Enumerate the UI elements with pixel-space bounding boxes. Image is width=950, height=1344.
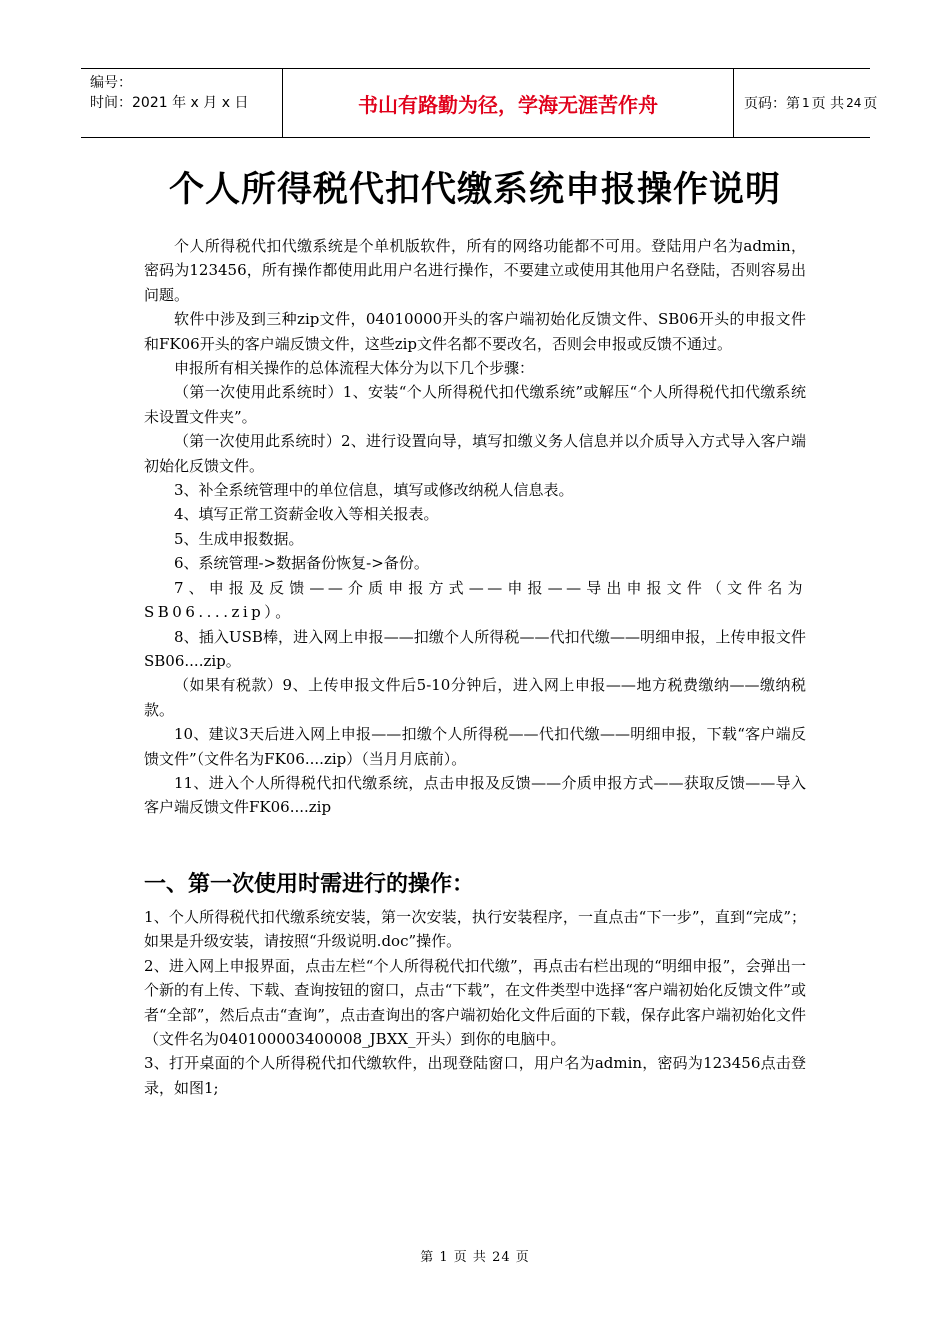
section-step: 2、进入网上申报界面，点击左栏“个人所得税代扣代缴”，再点击右栏出现的“明细申报”，会弹出一个新的有上传、下载、查询按钮的窗口，点击“下载”，在文件类型中选择“客户端初始化反馈文件”或者“全部”，然后点击“查询”，点击查询出的客户端初始化文件后面的下载，保存此客户端初始化文件（文件名为040100003400008_JBXX_开头）到你的电脑中。 [144,956,806,1049]
intro-paragraph: 软件中涉及到三种zip文件，04010000开头的客户端初始化反馈文件、SB06开头的申报文件和FK06开头的客户端反馈文件，这些zip文件名都不要改名，否则会申报或反馈不通过。 [144,310,806,353]
page-header [81,68,878,138]
process-step: 3、补全系统管理中的单位信息，填写或修改纳税人信息表。 [174,481,574,500]
page-total: 24 [846,96,862,110]
process-step: （如果有税款）9、上传申报文件后5-10分钟后，进入网上申报——地方税费缴纳——缴纳税款。 [144,676,806,719]
page-current: 1 [802,96,810,110]
intro-paragraph: 个人所得税代扣代缴系统是个单机版软件，所有的网络功能都不可用。登陆用户名为admin，密码为123456，所有操作都使用此用户名进行操作，不要建立或使用其他用户名登陆，否则容易出问题。 [144,237,806,304]
header-page-number [734,69,878,137]
process-step: 11、进入个人所得税代扣代缴系统，点击申报及反馈——介质申报方式——获取反馈——导入客户端反馈文件FK06....zip [144,773,806,817]
document-title: 个人所得税代扣代缴系统申报操作说明 [168,170,781,210]
intro-body [144,234,806,820]
document-date: 时间：2021 年 x 月 x 日 [90,95,249,111]
document-number-label: 编号： [90,75,132,91]
process-step: 8、插入USB棒，进入网上申报——扣缴个人所得税——代扣代缴——明细申报，上传申报文件SB06....zip。 [144,627,806,670]
page-prefix: 页码：第 [744,96,800,112]
page-footer [0,1246,950,1265]
header-motto: 书山有路勤为径，学海无涯苦作舟 [282,69,734,137]
footer-total: 24 [492,1250,511,1265]
process-step: 4、填写正常工资薪金收入等相关报表。 [174,505,439,524]
process-step: （第一次使用此系统时）1、安装“个人所得税代扣代缴系统”或解压“个人所得税代扣代缴系统未设置文件夹”。 [144,383,806,426]
process-step: 5、生成申报数据。 [174,529,304,548]
section-heading: 一、第一次使用时需进行的操作： [144,872,475,897]
section-step: 1、个人所得税代扣代缴系统安装，第一次安装，执行安装程序，一直点击“下一步”，直到“完成”；如果是升级安装，请按照“升级说明.doc”操作。 [144,908,806,951]
process-step: 6、系统管理->数据备份恢复->备份。 [174,554,429,573]
page-suffix: 页 [863,96,878,112]
process-step: 10、建议3天后进入网上申报——扣缴个人所得税——代扣代缴——明细申报，下载“客户端反馈文件”（文件名为FK06....zip）（当月月底前）。 [144,725,806,768]
footer-suffix: 页 [515,1250,530,1265]
footer-prefix: 第 [420,1250,435,1265]
section-body [144,905,806,1100]
process-step: （第一次使用此系统时）2、进行设置向导，填写扣缴义务人信息并以介质导入方式导入客户端初始化反馈文件。 [144,432,806,475]
intro-paragraph: 申报所有相关操作的总体流程大体分为以下几个步骤： [174,359,535,378]
section-step: 3、打开桌面的个人所得税代扣代缴软件，出现登陆窗口，用户名为admin，密码为123456点击登录，如图1; [144,1054,806,1097]
page-mid: 页 共 [811,96,845,112]
header-meta [81,69,282,137]
process-step: 7、申报及反馈——介质申报方式——申报——导出申报文件（文件名为SB06....zip）。 [144,578,806,622]
footer-mid: 页 共 [453,1250,487,1265]
footer-current: 1 [439,1250,449,1265]
